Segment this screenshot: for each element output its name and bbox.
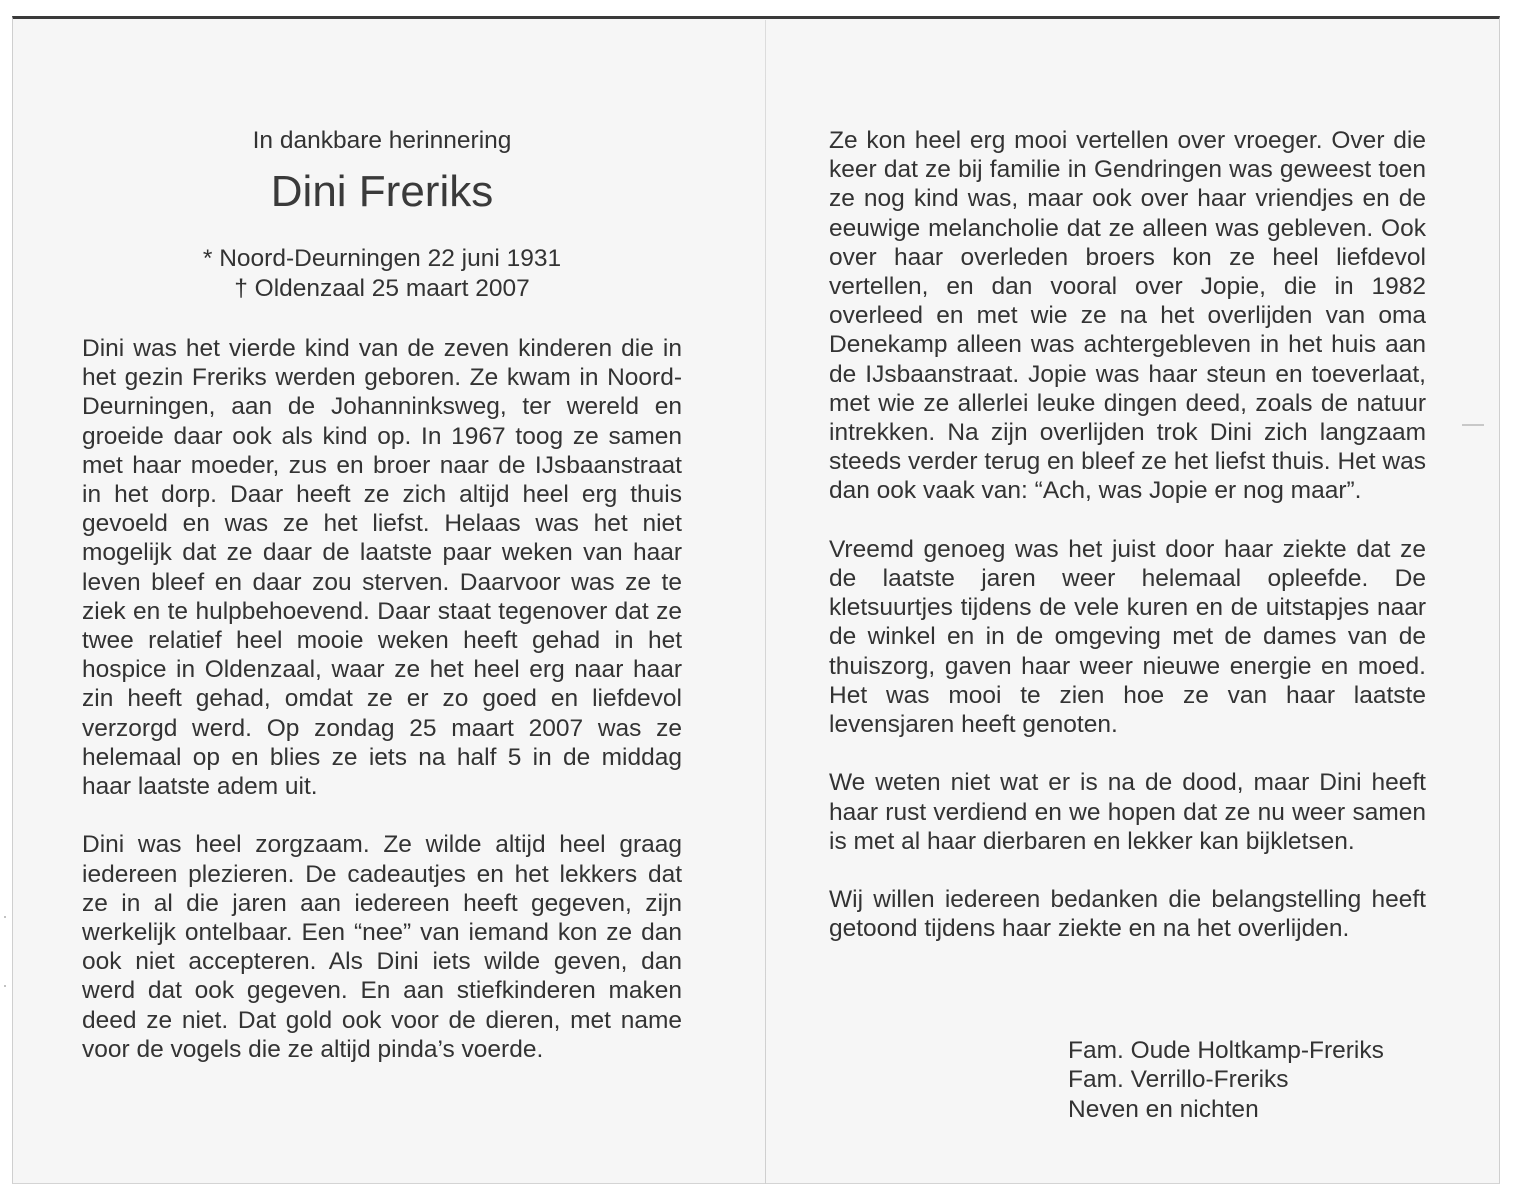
paragraph: Dini was het vierde kind van de zeven kinderen die in het gezin Freriks werden geboren. Ze kwam in Noord-Deurningen, aan de Johanninksweg, ter wereld en groeide daar ook als kind op. In 1967 toog ze samen met haar moeder, zus en broer naar de IJsbaanstraat in het dorp. Daar heeft ze zich altijd heel erg thuis gevoeld en was ze het liefst. Helaas was het niet mogelijk dat ze daar de laatste paar weken van haar leven bleef en daar zou sterven. Daarvoor was ze te ziek en te hulpbehoevend. Daar staat tegenover dat ze twee relatief heel mooie weken heeft gehad in het hospice in Oldenzaal, waar ze het heel erg naar haar zin heeft gehad, omdat ze er zo goed en liefdevol verzorgd werd. Op zondag 25 maart 2007 was ze helemaal op en blies ze iets na half 5 in de middag haar laatste adem uit. bbox=[82, 335, 682, 801]
scan-speck bbox=[4, 985, 6, 987]
paragraph: We weten niet wat er is na de dood, maar Dini heeft haar rust verdiend en we hopen dat ze nu weer samen is met al haar dierbaren en lekker kan bijkletsen. bbox=[829, 769, 1426, 855]
subtitle: In dankbare herinnering bbox=[252, 127, 512, 154]
signature-line: Fam. Oude Holtkamp-Freriks bbox=[1068, 1037, 1384, 1064]
scan-speck bbox=[4, 916, 6, 918]
life-dates bbox=[82, 244, 682, 303]
right-column-text bbox=[829, 126, 1426, 973]
signature-line: Neven en nichten bbox=[1068, 1095, 1259, 1123]
signature-line: Fam. Verrillo-Freriks bbox=[1068, 1066, 1289, 1094]
birth-line: * Noord-Deurningen 22 juni 1931 bbox=[202, 245, 562, 272]
paragraph: Dini was heel zorgzaam. Ze wilde altijd heel graag iedereen plezieren. De cadeautjes en het lekkers dat ze in al die jaren aan iedereen heeft gegeven, zijn werkelijk ontelbaar. Een “nee” van iemand kon ze dan ook niet accepteren. Als Dini iets wilde geven, dan werd dat ook gegeven. En aan stiefkinderen maken deed ze niet. Dat gold ook voor de dieren, met name voor de vogels die ze altijd pinda’s voerde. bbox=[82, 831, 682, 1063]
left-column-text bbox=[82, 334, 682, 1093]
deceased-name: Dini Freriks bbox=[270, 167, 494, 216]
signatures bbox=[1068, 1036, 1384, 1124]
paragraph: Vreemd genoeg was het juist door haar ziekte dat ze de laatste jaren weer helemaal opleefde. De kletsuurtjes tijdens de vele kuren en de uitstapjes naar de winkel en in de omgeving met de dames van de thuiszorg, gaven haar weer nieuwe energie en moed. Het was mooi te zien hoe ze van haar laatste levensjaren heeft genoten. bbox=[829, 535, 1426, 739]
paragraph: Wij willen iedereen bedanken die belangstelling heeft getoond tijdens haar ziekte en na het overlijden. bbox=[829, 886, 1426, 943]
paragraph: Ze kon heel erg mooi vertellen over vroeger. Over die keer dat ze bij familie in Gendringen was geweest toen ze nog kind was, maar ook over haar vriendjes en de eeuwige melancholie dat ze alleen was gebleven. Ook over haar overleden broers kon ze heel liefdevol vertellen, en dan vooral over Jopie, die in 1982 overleed en met wie ze na het overlijden van oma Denekamp alleen was achtergebleven in het huis aan de IJsbaanstraat. Jopie was haar steun en toeverlaat, met wie ze allerlei leuke dingen deed, zoals de natuur intrekken. Na zijn overlijden trok Dini zich langzaam steeds verder terug en bleef ze het liefst thuis. Het was dan ook vaak van: “Ach, was Jopie er nog maar”. bbox=[829, 127, 1426, 505]
scan-speck bbox=[1462, 424, 1484, 426]
death-line: † Oldenzaal 25 maart 2007 bbox=[234, 274, 530, 302]
card-fold-line bbox=[765, 20, 766, 1184]
